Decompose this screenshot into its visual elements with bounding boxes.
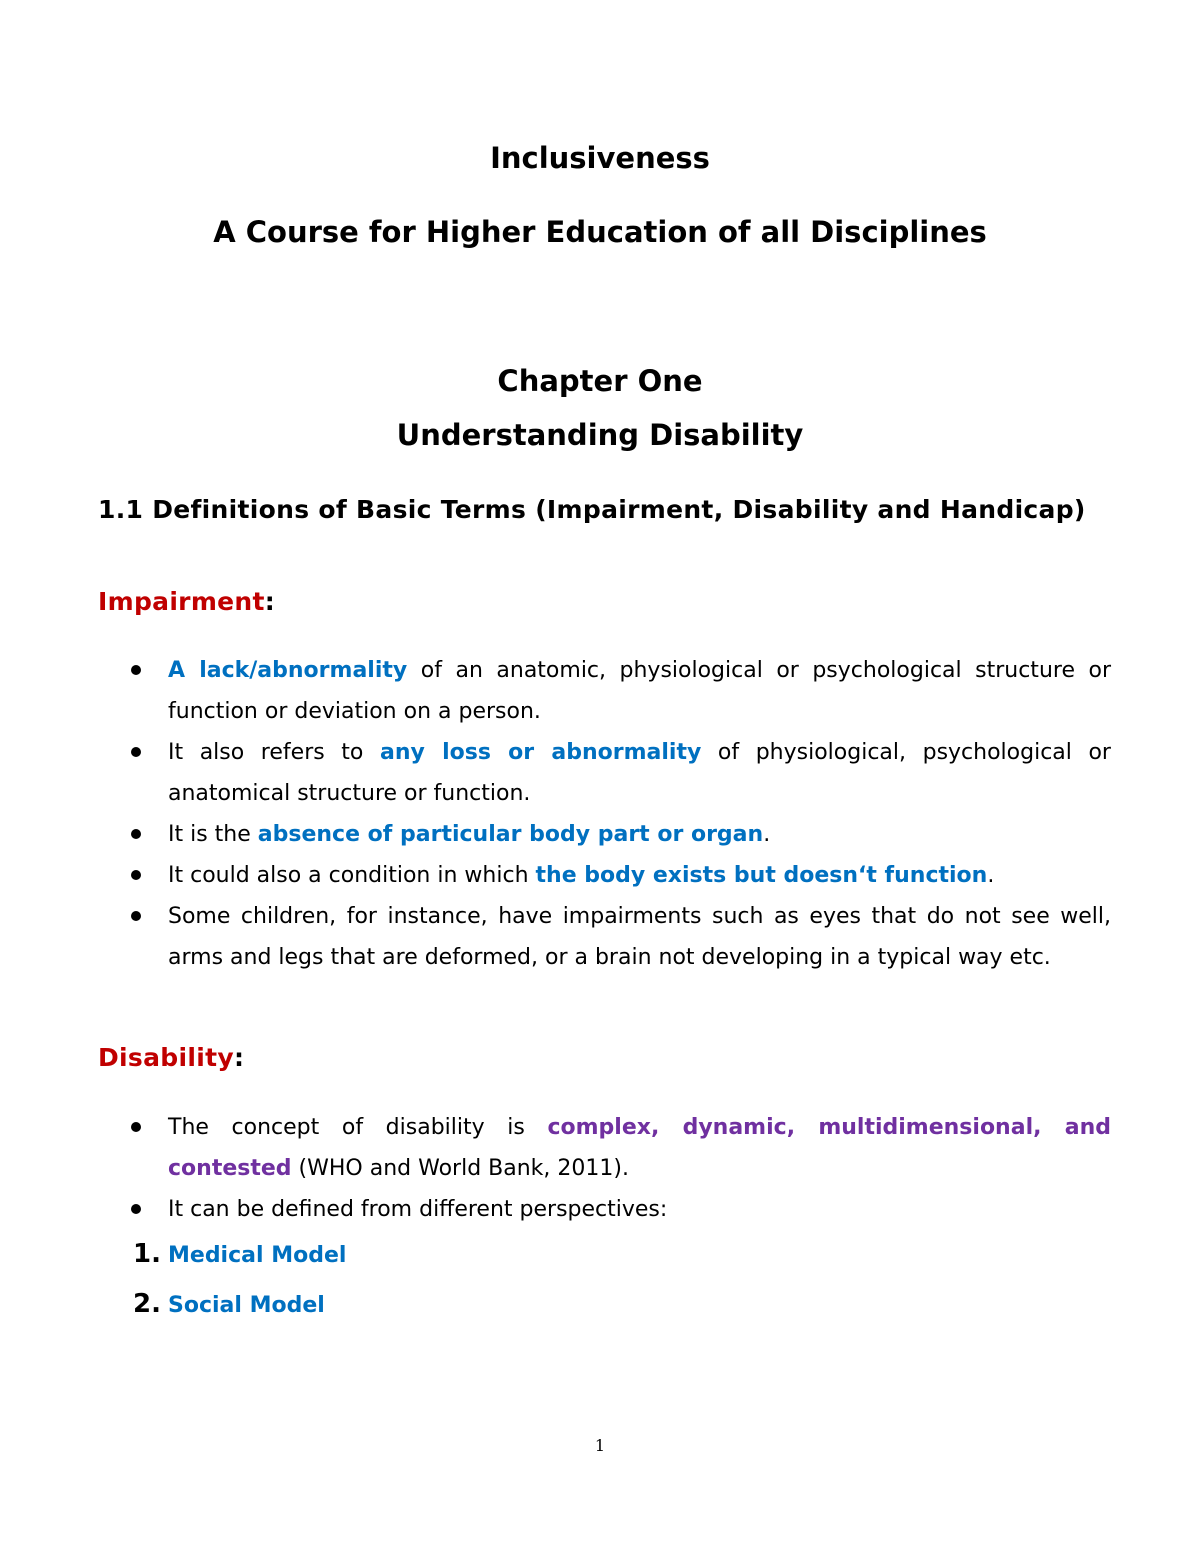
document-title: Inclusiveness — [490, 141, 710, 175]
chapter-name: Understanding Disability — [396, 418, 804, 452]
highlight-text: complex, dynamic, multidimensional, and contested — [168, 1115, 1111, 1181]
bullet-icon — [131, 747, 141, 757]
list-number: 2. — [133, 1289, 161, 1319]
list-item — [168, 650, 1111, 732]
list-item — [168, 814, 1111, 855]
list-item — [168, 1107, 1111, 1189]
bullet-text: The concept of disability is — [168, 1115, 548, 1140]
bullet-text: . — [987, 863, 995, 888]
list-item — [168, 855, 1111, 896]
document-subtitle: A Course for Higher Education of all Disciplines — [213, 215, 987, 249]
list-item — [133, 1230, 346, 1280]
bullet-text: It could also a condition in which — [168, 863, 536, 888]
bullet-text: of an anatomic, physiological or psychological structure or function or deviation on a person. — [168, 658, 1111, 724]
disability-model-list — [133, 1230, 346, 1330]
bullet-text: of physiological, psychological or anatomical structure or function. — [168, 740, 1111, 806]
highlight-text: any loss or abnormality — [379, 740, 702, 765]
bullet-text: It also refers to — [168, 740, 380, 765]
list-item — [133, 1280, 346, 1330]
bullet-text: (WHO and World Bank, 2011). — [291, 1156, 629, 1181]
impairment-bullet-list — [168, 650, 1111, 978]
page-number: 1 — [594, 1436, 606, 1455]
highlight-text: absence of particular body part or organ — [257, 822, 764, 847]
bullet-icon — [131, 870, 141, 880]
model-label-medical: Medical Model — [168, 1243, 347, 1268]
impairment-heading — [98, 587, 275, 616]
bullet-text: It can be defined from different perspectives: — [168, 1197, 668, 1222]
bullet-icon — [131, 1204, 141, 1214]
bullet-text: . — [763, 822, 771, 847]
model-label-social: Social Model — [168, 1293, 325, 1318]
disability-bullet-list — [168, 1107, 1111, 1230]
chapter-number: Chapter One — [497, 364, 703, 398]
disability-colon: : — [233, 1043, 245, 1072]
impairment-term: Impairment — [98, 587, 265, 616]
disability-term: Disability — [98, 1043, 234, 1072]
bullet-text: Some children, for instance, have impairments such as eyes that do not see well, arms and legs that are deformed, or a brain not developing in a typical way etc. — [168, 904, 1111, 970]
highlight-text: the body exists but doesn‘t function — [535, 863, 988, 888]
bullet-text: It is the — [168, 822, 258, 847]
highlight-text: A lack/abnormality — [168, 658, 408, 683]
bullet-icon — [131, 829, 141, 839]
section-heading: 1.1 Definitions of Basic Terms (Impairment, Disability and Handicap) — [98, 495, 1086, 524]
bullet-icon — [131, 665, 141, 675]
list-item — [168, 732, 1111, 814]
disability-heading — [98, 1043, 244, 1072]
list-item — [168, 896, 1111, 978]
list-item — [168, 1189, 1111, 1230]
list-number: 1. — [133, 1239, 161, 1269]
bullet-icon — [131, 911, 141, 921]
impairment-colon: : — [264, 587, 276, 616]
bullet-icon — [131, 1122, 141, 1132]
